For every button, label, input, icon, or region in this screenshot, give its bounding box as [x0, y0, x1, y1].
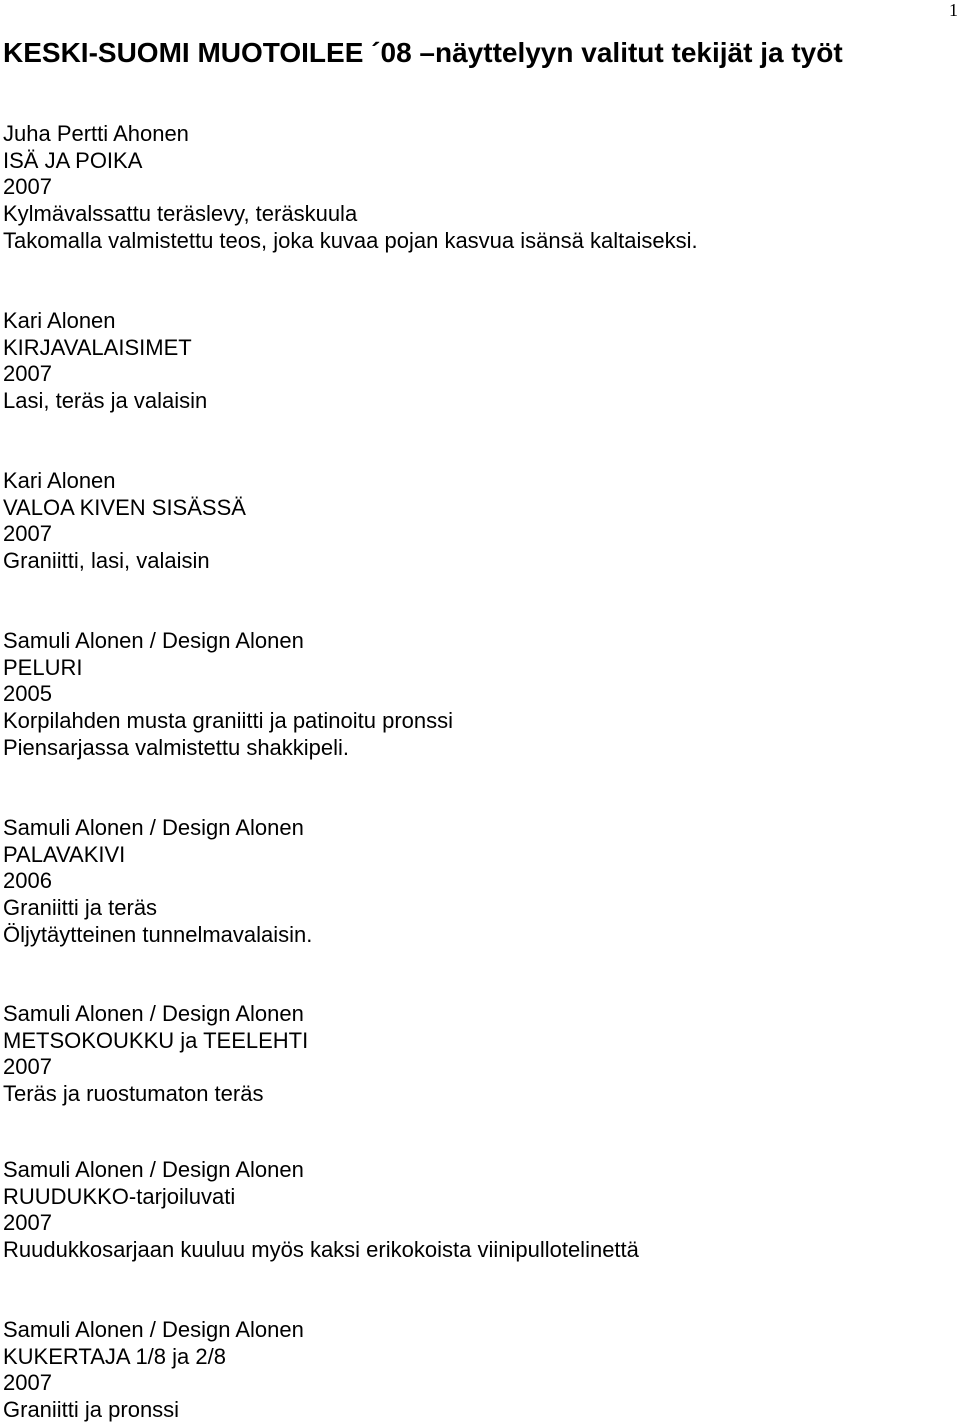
entry-work-title: KUKERTAJA 1/8 ja 2/8 — [3, 1343, 226, 1369]
entry-year: 2007 — [3, 174, 52, 200]
entry-material: Korpilahden musta graniitti ja patinoitu pronssi — [3, 708, 454, 734]
entry-year: 2007 — [3, 361, 52, 387]
entry-year: 2007 — [3, 1210, 52, 1236]
list-item — [3, 121, 698, 255]
entry-author: Samuli Alonen / Design Alonen — [3, 1157, 304, 1182]
entry-year: 2006 — [3, 868, 52, 894]
entry-material: Graniitti ja teräs — [3, 895, 158, 921]
entry-author: Samuli Alonen / Design Alonen — [3, 1317, 304, 1342]
entry-year: 2007 — [3, 1054, 52, 1080]
list-item — [3, 308, 207, 415]
entry-author: Samuli Alonen / Design Alonen — [3, 1001, 304, 1026]
entry-year: 2005 — [3, 681, 52, 707]
list-item — [3, 1157, 639, 1264]
entry-material: Kylmävalssattu teräslevy, teräskuula — [3, 201, 358, 227]
entry-material: Graniitti, lasi, valaisin — [3, 548, 210, 574]
list-item — [3, 1001, 308, 1108]
entry-description: Piensarjassa valmistettu shakkipeli. — [3, 734, 350, 760]
entry-author: Kari Alonen — [3, 308, 116, 333]
entry-work-title: KIRJAVALAISIMET — [3, 334, 192, 360]
entry-material: Ruudukkosarjaan kuuluu myös kaksi erikokoista viinipullotelinettä — [3, 1237, 639, 1263]
entry-year: 2007 — [3, 521, 52, 547]
list-item — [3, 815, 312, 949]
entry-work-title: PELURI — [3, 654, 83, 680]
page-number: 1 — [949, 0, 958, 20]
entry-year: 2007 — [3, 1370, 52, 1396]
entry-material: Graniitti ja pronssi — [3, 1397, 180, 1423]
entry-description: Öljytäytteinen tunnelmavalaisin. — [3, 921, 313, 947]
entry-work-title: ISÄ JA POIKA — [3, 147, 143, 173]
entry-author: Samuli Alonen / Design Alonen — [3, 628, 304, 653]
entry-work-title: METSOKOUKKU ja TEELEHTI — [3, 1027, 309, 1053]
entry-description: Takomalla valmistettu teos, joka kuvaa pojan kasvua isänsä kaltaiseksi. — [3, 227, 698, 253]
entry-work-title: PALAVAKIVI — [3, 841, 126, 867]
entry-author: Juha Pertti Ahonen — [3, 121, 189, 146]
entry-author: Samuli Alonen / Design Alonen — [3, 815, 304, 840]
page-title: KESKI-SUOMI MUOTOILEE ´08 –näyttelyyn valitut tekijät ja työt — [3, 37, 843, 68]
entry-work-title: RUUDUKKO-tarjoiluvati — [3, 1183, 236, 1209]
entry-material: Teräs ja ruostumaton teräs — [3, 1081, 264, 1107]
entry-author: Kari Alonen — [3, 468, 116, 493]
entry-material: Lasi, teräs ja valaisin — [3, 388, 208, 414]
list-item — [3, 1317, 304, 1424]
list-item — [3, 628, 453, 762]
entry-work-title: VALOA KIVEN SISÄSSÄ — [3, 494, 246, 520]
list-item — [3, 468, 246, 575]
